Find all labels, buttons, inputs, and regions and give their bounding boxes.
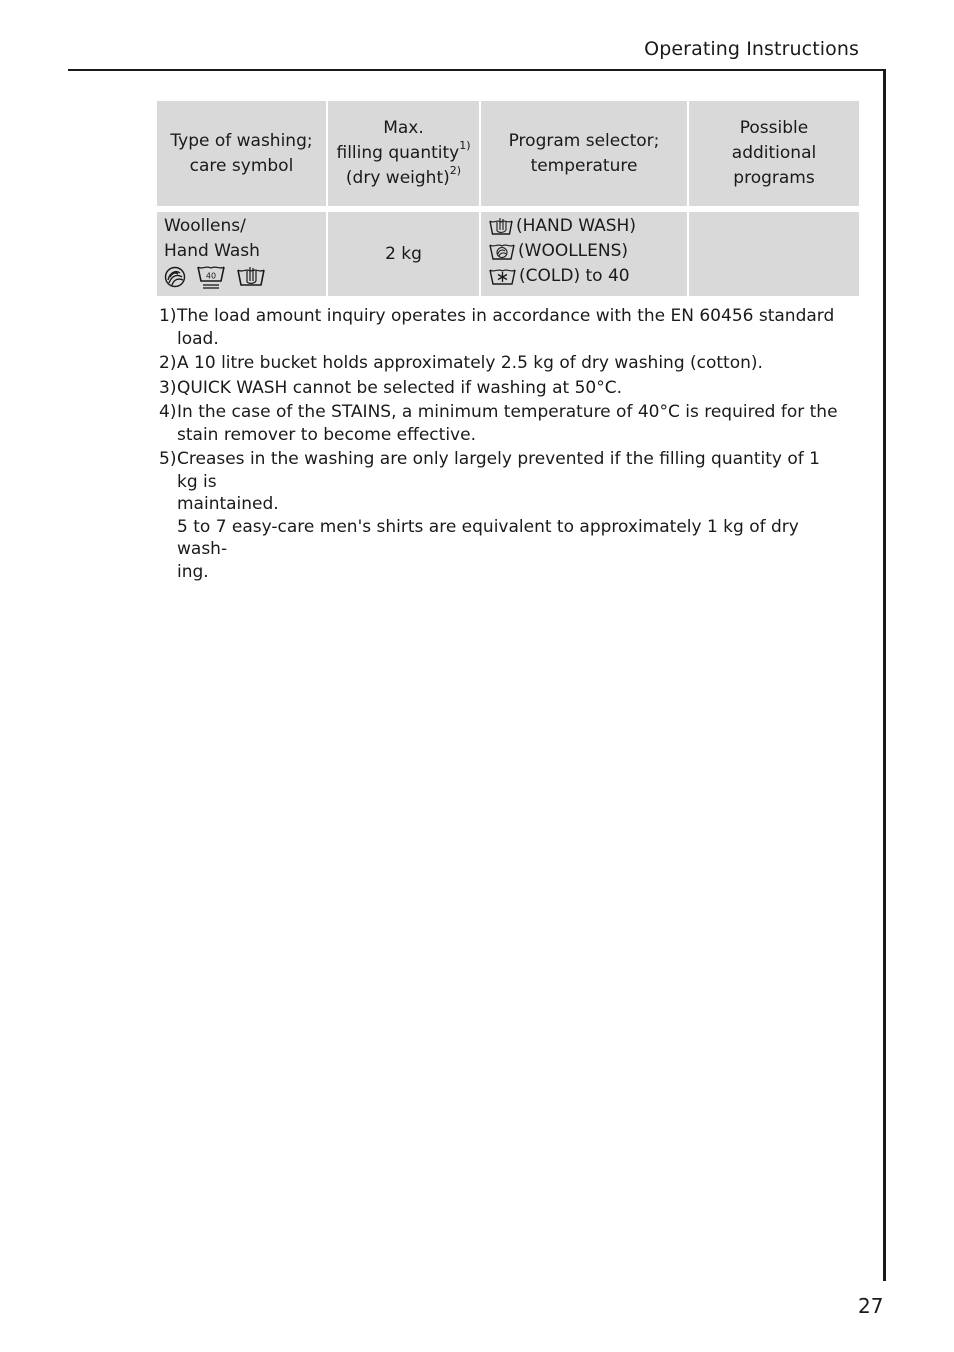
footnote-number: 4) — [159, 402, 177, 422]
header-additional-line: additional — [731, 143, 817, 163]
footnote-ref-2: 2) — [449, 164, 462, 178]
cold-wash-icon — [489, 267, 516, 287]
header-additional-line: Possible — [739, 118, 809, 138]
footnote-line: maintained. — [177, 494, 279, 514]
header-cell-type — [157, 101, 326, 206]
header-type-line: care symbol — [189, 155, 294, 176]
header-weight-text: (dry weight) — [345, 168, 450, 188]
header-program-line: temperature — [530, 155, 638, 176]
footnote-text — [177, 352, 839, 375]
cell-washing-type — [157, 212, 326, 296]
header-quantity-line: Max. — [383, 118, 424, 138]
table-header-row — [157, 101, 859, 206]
footnote-line: A 10 litre bucket holds approximately 2.5 kg of dry washing (cotton). — [177, 353, 763, 373]
table-row — [157, 212, 859, 296]
footnote-number: 5) — [159, 449, 177, 469]
cell-programs — [481, 212, 687, 296]
footnote-number: 2) — [159, 353, 177, 373]
program-label: (WOOLLENS) — [518, 241, 629, 261]
header-cell-quantity — [328, 101, 479, 206]
footnote-item — [159, 401, 839, 446]
wash-40-gentle-icon — [196, 264, 226, 290]
footnote-item — [159, 352, 839, 375]
footnote-item — [159, 448, 839, 583]
footnote-text — [177, 448, 839, 583]
program-item — [489, 264, 687, 289]
cell-additional-programs — [689, 212, 859, 296]
footnote-line: 5 to 7 easy-care men's shirts are equivalent to approximately 1 kg of dry wash- — [177, 516, 799, 559]
footnote-number: 3) — [159, 377, 177, 398]
washing-type-line: Woollens/ — [164, 216, 246, 236]
page-header-title: Operating Instructions — [644, 38, 859, 60]
header-quantity-line — [336, 141, 470, 166]
footnote-item — [159, 305, 839, 350]
right-margin-rule — [883, 69, 886, 1281]
woollens-icon — [489, 242, 515, 262]
footnote-line: In the case of the STAINS, a minimum temperature of 40°C is required for the — [177, 402, 838, 422]
footnote-line: ing. — [177, 561, 209, 582]
footnote-text — [177, 377, 839, 400]
footnote-line: The load amount inquiry operates in accordance with the EN 60456 standard — [177, 306, 835, 326]
header-cell-additional — [689, 101, 859, 206]
svg-text:40: 40 — [205, 271, 217, 281]
header-program-line: Program selector; — [508, 130, 660, 151]
hand-wash-icon — [489, 217, 513, 237]
program-label: (COLD) to 40 — [519, 266, 630, 286]
footnote-text — [177, 401, 839, 446]
header-quantity-line — [336, 166, 470, 191]
header-cell-program — [481, 101, 687, 206]
footnote-line: Creases in the washing are only largely prevented if the filling quantity of 1 kg is — [177, 449, 820, 492]
footnote-item — [159, 377, 839, 400]
footnote-ref-1: 1) — [459, 139, 471, 153]
hand-wash-icon — [236, 265, 266, 289]
quantity-value: 2 kg — [385, 243, 422, 264]
header-additional-line: programs — [733, 168, 815, 188]
wool-icon — [164, 266, 186, 288]
washing-type-line: Hand Wash — [164, 241, 260, 261]
program-label: (HAND WASH) — [516, 216, 636, 236]
footnotes — [159, 305, 839, 585]
program-item — [489, 214, 687, 239]
cell-quantity — [328, 212, 479, 296]
footnote-number: 1) — [159, 306, 177, 326]
footnote-text — [177, 305, 839, 350]
footnote-line: load. — [177, 328, 219, 349]
footnote-line: QUICK WASH cannot be selected if washing at 50°C. — [177, 377, 622, 398]
header-rule — [68, 69, 886, 71]
program-item — [489, 239, 687, 264]
header-type-line: Type of washing; — [170, 130, 313, 151]
footnote-line: stain remover to become effective. — [177, 424, 476, 445]
header-quantity-text: filling quantity — [336, 143, 460, 163]
page-number: 27 — [858, 1294, 884, 1318]
washing-program-table — [157, 101, 859, 296]
care-symbols — [164, 264, 326, 290]
